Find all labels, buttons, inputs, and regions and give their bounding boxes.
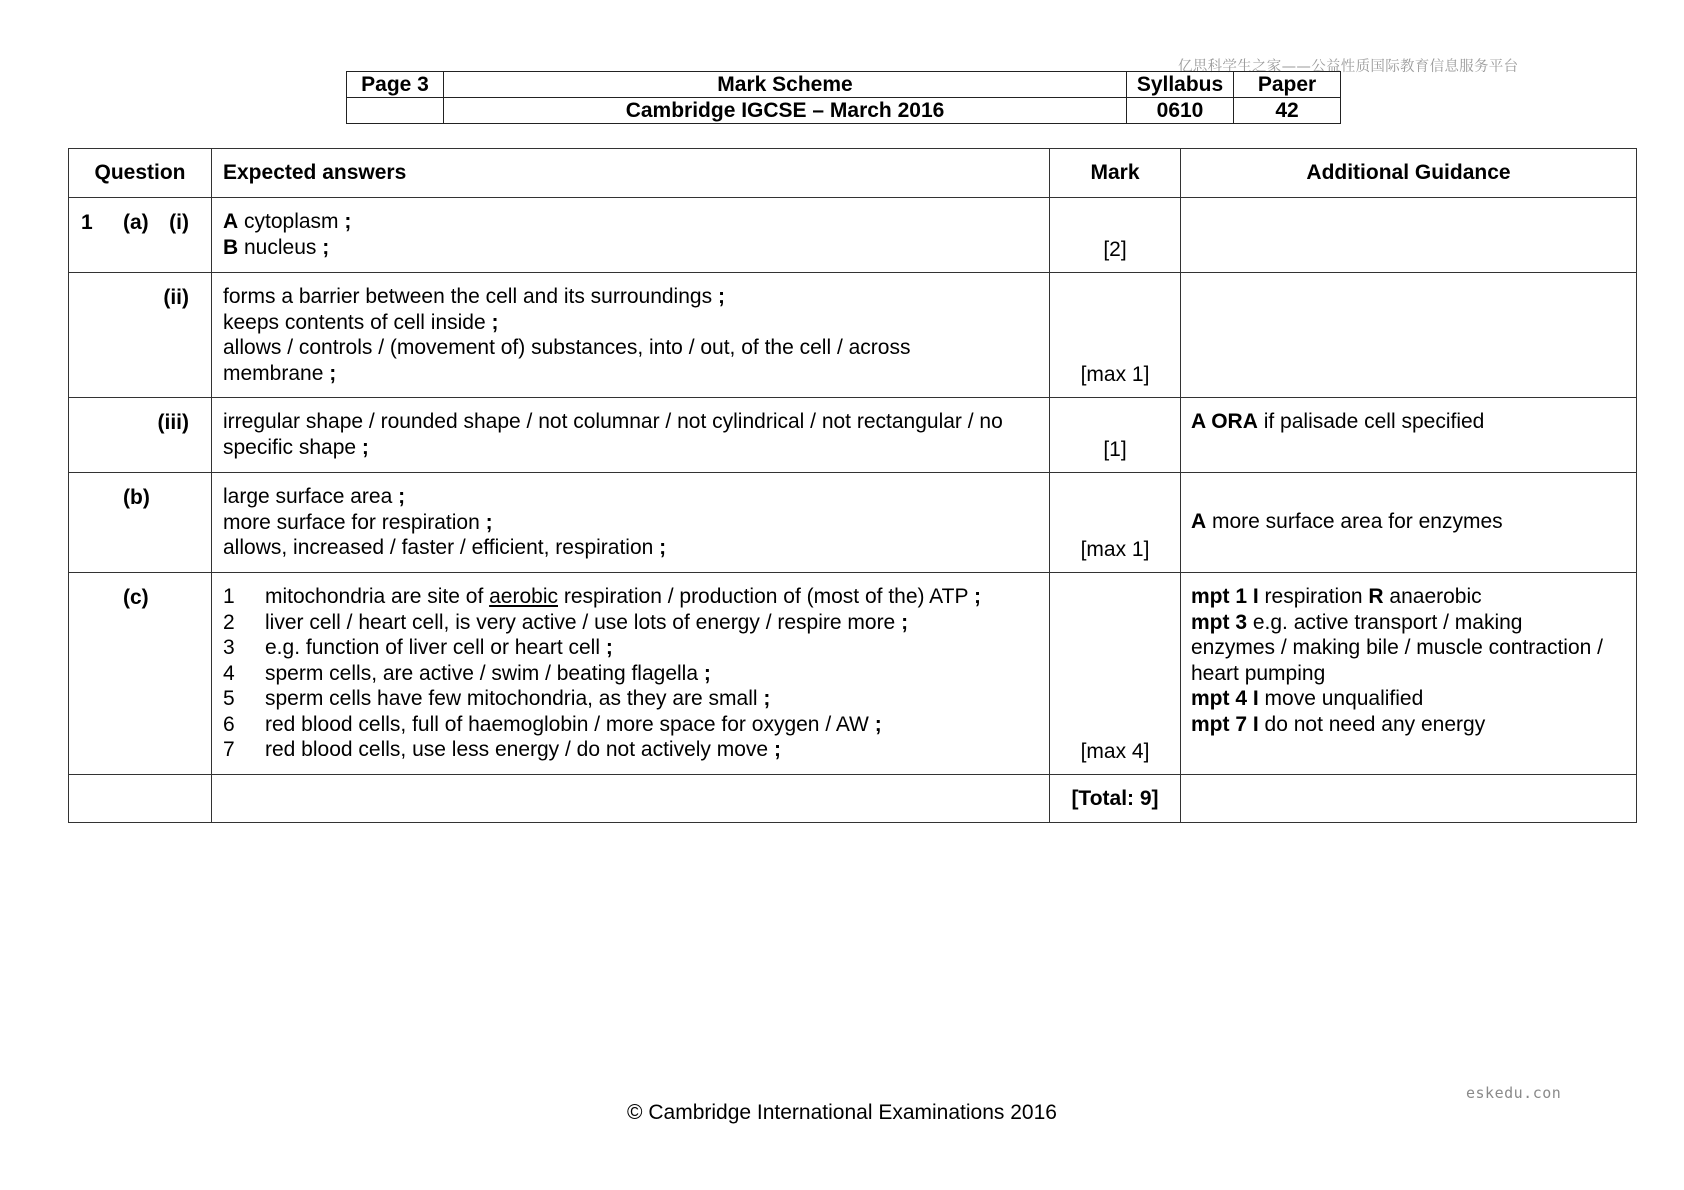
guidance-header: Additional Guidance bbox=[1181, 149, 1637, 198]
answer-cell bbox=[212, 573, 1050, 775]
answer-cell bbox=[212, 398, 1050, 473]
paper-number: 42 bbox=[1234, 98, 1341, 124]
table-row bbox=[69, 398, 1637, 473]
answer-cell bbox=[212, 473, 1050, 573]
answer-line: 4 sperm cells, are active / swim / beating flagella ; bbox=[223, 661, 711, 685]
guidance-line: heart pumping bbox=[1191, 661, 1326, 685]
mark-cell: [1] bbox=[1050, 398, 1181, 473]
watermark-top: 亿思科学生之家——公益性质国际教育信息服务平台 bbox=[1178, 59, 1519, 75]
question-cell bbox=[69, 273, 212, 398]
question-cell bbox=[69, 473, 212, 573]
mark-cell: [max 1] bbox=[1050, 473, 1181, 573]
table-row bbox=[69, 473, 1637, 573]
answer-line: 1 mitochondria are site of aerobic respiration / production of (most of the) ATP ; bbox=[223, 585, 981, 608]
answer-line: specific shape ; bbox=[223, 435, 369, 459]
question-header: Question bbox=[69, 149, 212, 198]
syllabus-code: 0610 bbox=[1127, 98, 1234, 124]
copyright-footer: © Cambridge International Examinations 2016 bbox=[627, 1101, 1057, 1124]
guidance-cell bbox=[1181, 198, 1637, 273]
answer-line: 2 liver cell / heart cell, is very active / use lots of energy / respire more ; bbox=[223, 610, 909, 634]
answer-line: 5 sperm cells have few mitochondria, as they are small ; bbox=[223, 687, 771, 710]
question-subpart: (i) bbox=[169, 211, 189, 234]
answer-line: allows, increased / faster / efficient, respiration ; bbox=[223, 536, 667, 559]
question-cell bbox=[69, 198, 212, 273]
answer-line: 6 red blood cells, full of haemoglobin / more space for oxygen / AW ; bbox=[223, 712, 882, 736]
answer-line: large surface area ; bbox=[223, 485, 406, 508]
question-part: (c) bbox=[123, 586, 149, 609]
guidance-cell bbox=[1181, 775, 1637, 823]
answer-line: B nucleus ; bbox=[223, 235, 330, 259]
answers-header: Expected answers bbox=[212, 149, 1050, 198]
question-part: (a) bbox=[123, 211, 149, 234]
syllabus-label: Syllabus bbox=[1127, 72, 1234, 98]
guidance-cell bbox=[1181, 573, 1637, 775]
question-cell bbox=[69, 398, 212, 473]
answer-line: A cytoplasm ; bbox=[223, 210, 352, 233]
mark-scheme-table bbox=[68, 148, 1637, 823]
guidance-line: mpt 1 I respiration R anaerobic bbox=[1191, 585, 1482, 608]
question-subpart: (iii) bbox=[157, 411, 189, 434]
question-part: (b) bbox=[123, 486, 150, 509]
question-number: 1 bbox=[81, 211, 93, 234]
paper-label: Paper bbox=[1234, 72, 1341, 98]
page-number: Page 3 bbox=[347, 72, 444, 98]
guidance-cell bbox=[1181, 398, 1637, 473]
answer-line: forms a barrier between the cell and its surroundings ; bbox=[223, 285, 725, 308]
total-mark: [Total: 9] bbox=[1050, 775, 1181, 823]
table-row bbox=[69, 273, 1637, 398]
answer-cell bbox=[212, 775, 1050, 823]
answer-line: 3 e.g. function of liver cell or heart cell ; bbox=[223, 636, 613, 659]
question-cell bbox=[69, 775, 212, 823]
answer-line: irregular shape / rounded shape / not columnar / not cylindrical / not rectangular / no bbox=[223, 410, 1003, 433]
table-row bbox=[69, 198, 1637, 273]
answer-cell bbox=[212, 198, 1050, 273]
mark-cell: [max 1] bbox=[1050, 273, 1181, 398]
question-subpart: (ii) bbox=[163, 286, 189, 309]
guidance-line: mpt 7 I do not need any energy bbox=[1191, 712, 1486, 736]
answer-line: membrane ; bbox=[223, 361, 337, 385]
header-table bbox=[346, 71, 1341, 124]
blank-cell bbox=[347, 98, 444, 124]
mark-cell: [2] bbox=[1050, 198, 1181, 273]
total-row bbox=[69, 775, 1637, 823]
answer-line: 7 red blood cells, use less energy / do not actively move ; bbox=[223, 738, 781, 761]
answer-line: keeps contents of cell inside ; bbox=[223, 310, 499, 334]
column-headers bbox=[69, 149, 1637, 198]
guidance-line: mpt 4 I move unqualified bbox=[1191, 687, 1424, 710]
doc-subtitle: Cambridge IGCSE – March 2016 bbox=[444, 98, 1127, 124]
guidance-cell bbox=[1181, 273, 1637, 398]
question-cell bbox=[69, 573, 212, 775]
guidance-line: mpt 3 e.g. active transport / making bbox=[1191, 610, 1523, 634]
watermark-bottom: eskedu.con bbox=[1466, 1084, 1562, 1102]
guidance-line: A more surface area for enzymes bbox=[1191, 510, 1503, 533]
answer-cell bbox=[212, 273, 1050, 398]
doc-title: Mark Scheme bbox=[444, 72, 1127, 98]
guidance-line: enzymes / making bile / muscle contraction / bbox=[1191, 636, 1604, 659]
table-row bbox=[69, 573, 1637, 775]
mark-header: Mark bbox=[1050, 149, 1181, 198]
guidance-cell bbox=[1181, 473, 1637, 573]
answer-line: allows / controls / (movement of) substances, into / out, of the cell / across bbox=[223, 336, 911, 359]
guidance-line: A ORA if palisade cell specified bbox=[1191, 410, 1485, 433]
answer-line: more surface for respiration ; bbox=[223, 510, 493, 534]
mark-cell: [max 4] bbox=[1050, 573, 1181, 775]
